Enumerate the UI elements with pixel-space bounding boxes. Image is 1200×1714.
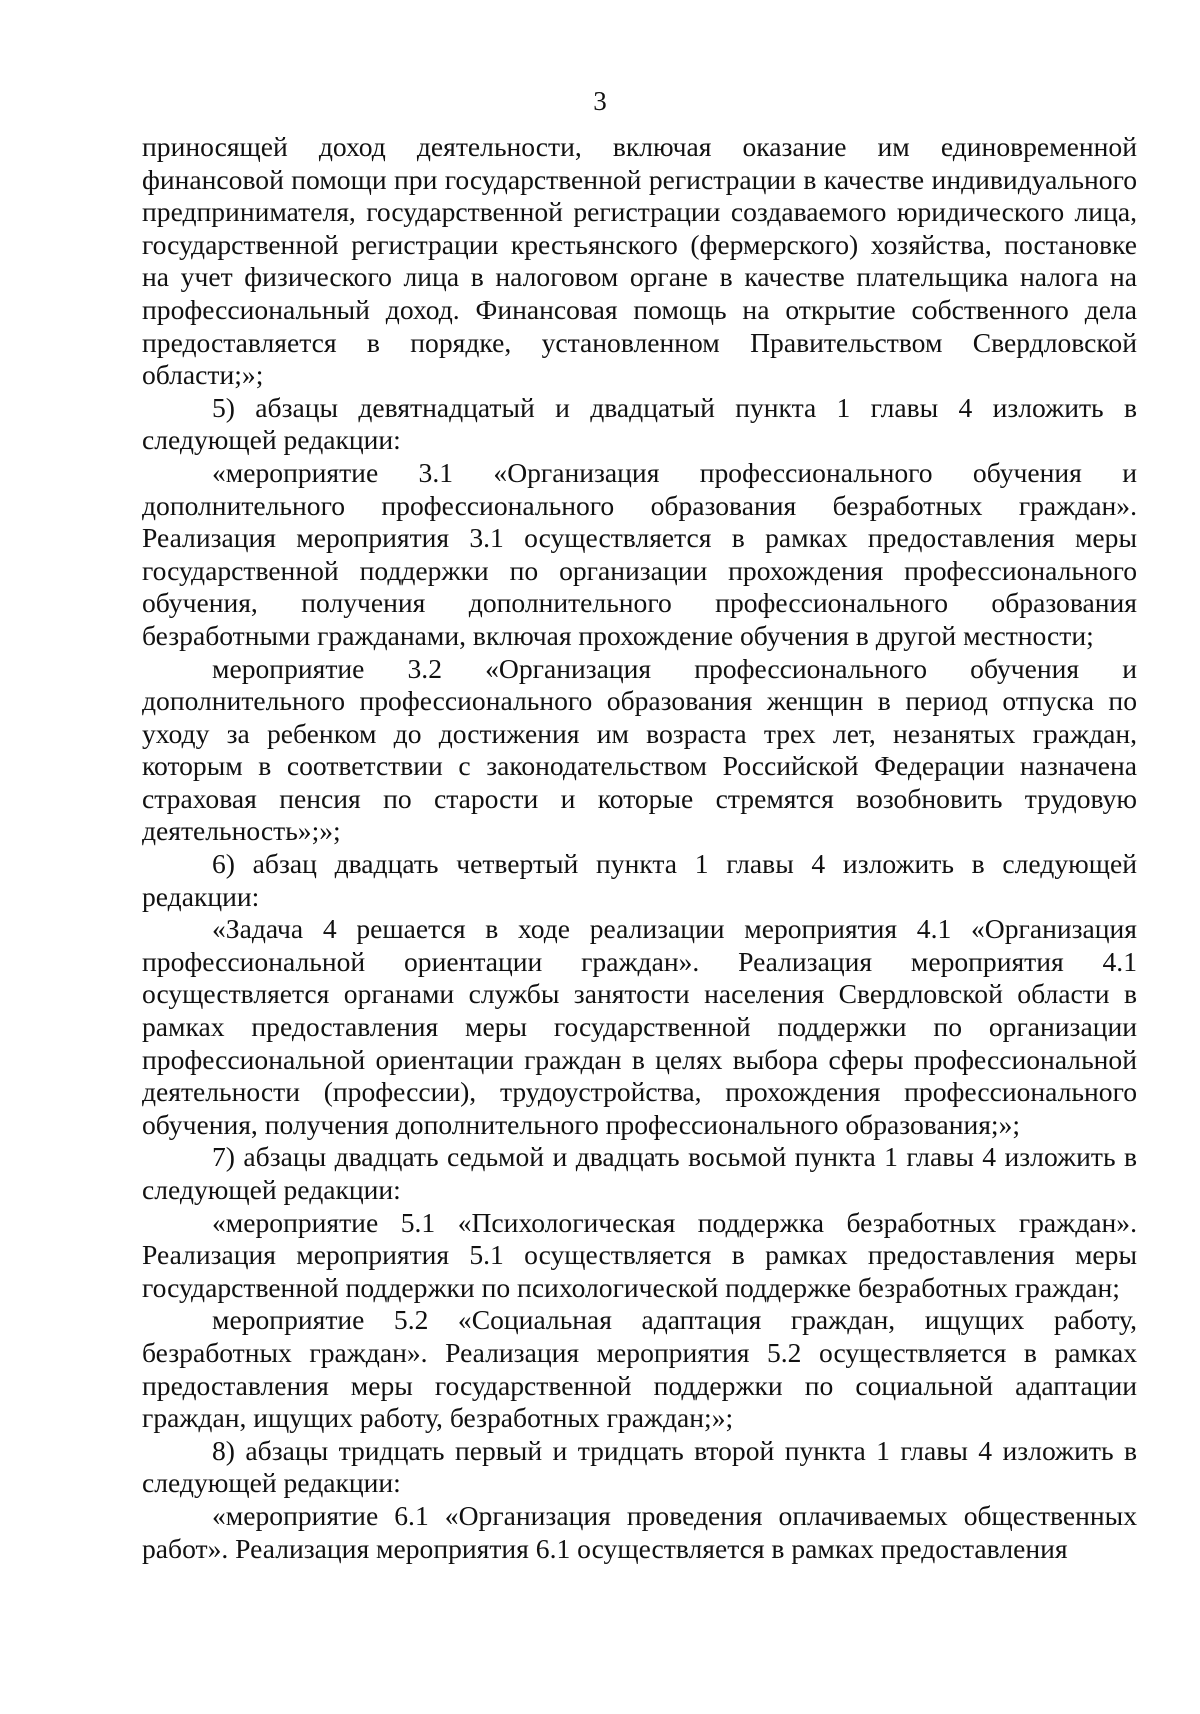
paragraph-item-7: 7) абзацы двадцать седьмой и двадцать восьмой пункта 1 главы 4 изложить в следующей редакции: <box>142 1141 1137 1205</box>
paragraph-measure-6-1: «мероприятие 6.1 «Организация проведения оплачиваемых общественных работ». Реализация мероприятия 6.1 осуществляется в рамках предоставления <box>142 1499 1137 1564</box>
paragraph-item-5: 5) абзацы девятнадцатый и двадцатый пункта 1 главы 4 изложить в следующей редакции: <box>142 391 1137 456</box>
paragraph-item-6: 6) абзац двадцать четвертый пункта 1 главы 4 изложить в следующей редакции: <box>142 848 1137 912</box>
paragraph-item-8: 8) абзацы тридцать первый и тридцать второй пункта 1 главы 4 изложить в следующей редакции: <box>142 1434 1137 1499</box>
paragraph-measure-3-2: мероприятие 3.2 «Организация профессионального обучения и дополнительного профессионального образования женщин в период отпуска по уходу за ребенком до достижения им возраста трех лет, незанятых граждан, которым в соответствии с законодательством Российской Федерации назначена страховая пенсия по старости и которые стремятся возобновить трудовую деятельность»;»; <box>142 652 1137 847</box>
paragraph-task-4: «Задача 4 решается в ходе реализации мероприятия 4.1 «Организация профессиональной ориентации граждан». Реализация мероприятия 4.1 осуществляется органами службы занятости населения Свердловской области в рамках предоставления меры государственной поддержки по организации профессиональной ориентации граждан в целях выбора сферы профессиональной деятельности (профессии), трудоустройства, прохождения профессионального обучения, получения дополнительного профессионального образования;»; <box>142 913 1137 1140</box>
paragraph-measure-3-1: «мероприятие 3.1 «Организация профессионального обучения и дополнительного профессионального образования безработных граждан». Реализация мероприятия 3.1 осуществляется в рамках предоставления меры государственной поддержки по организации прохождения профессионального обучения, получения дополнительного профессионального образования безработными гражданами, включая прохождение обучения в другой местности; <box>142 456 1137 651</box>
paragraph-measure-5-1: «мероприятие 5.1 «Психологическая поддержка безработных граждан». Реализация мероприятия 5.1 осуществляется в рамках предоставления меры государственной поддержки по психологической поддержке безработных граждан; <box>142 1206 1137 1303</box>
document-body <box>142 131 1137 1565</box>
paragraph-measure-5-2: мероприятие 5.2 «Социальная адаптация граждан, ищущих работу, безработных граждан». Реализация мероприятия 5.2 осуществляется в рамках предоставления меры государственной поддержки по социальной адаптации граждан, ищущих работу, безработных граждан;»; <box>142 1304 1137 1434</box>
page-number: 3 <box>593 86 607 116</box>
paragraph-continuation: приносящей доход деятельности, включая оказание им единовременной финансовой помощи при государственной регистрации в качестве индивидуального предпринимателя, государственной регистрации создаваемого юридического лица, государственной регистрации крестьянского (фермерского) хозяйства, постановке на учет физического лица в налоговом органе в качестве плательщика налога на профессиональный доход. Финансовая помощь на открытие собственного дела предоставляется в порядке, установленном Правительством Свердловской области;»; <box>142 131 1137 391</box>
